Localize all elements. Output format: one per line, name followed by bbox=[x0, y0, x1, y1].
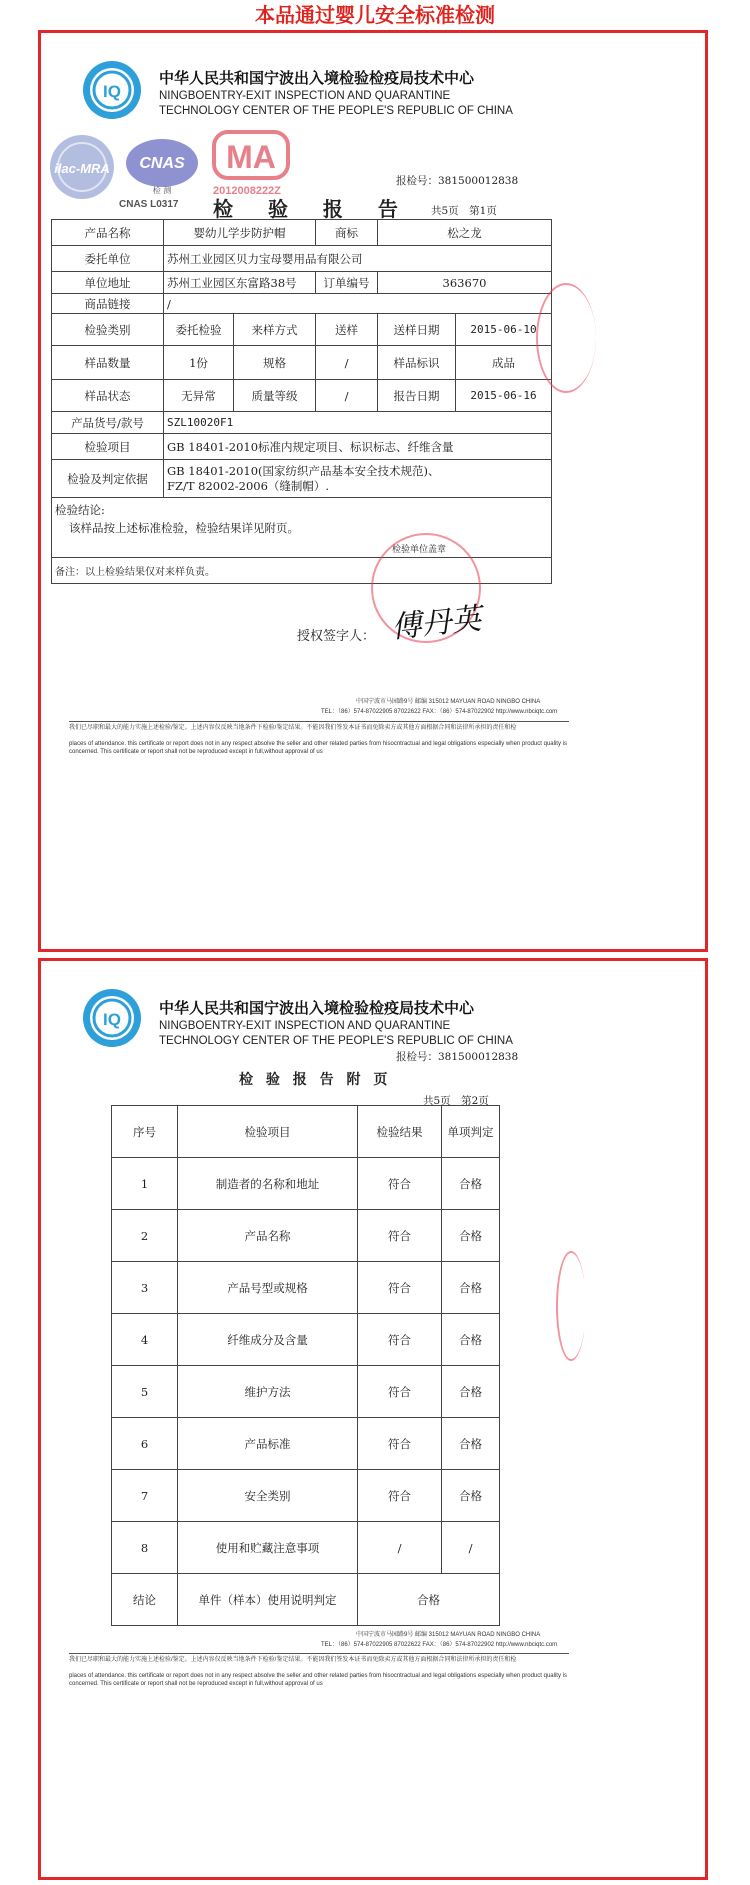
cnas-code: CNAS L0317 bbox=[119, 199, 179, 210]
row-result: 符合 bbox=[358, 1262, 442, 1314]
value-qty: 1份 bbox=[164, 346, 234, 380]
footer-address-2: 中国宁波市马园路9号 邮编 315012 MAYUAN ROAD NINGBO CHINA bbox=[356, 1632, 541, 1638]
table-row bbox=[112, 1470, 500, 1522]
row-verdict: / bbox=[442, 1522, 500, 1574]
footer-disclaimer-1: 我们已尽职和最大的能力实施上述检验/鉴定。上述内容仅反映当地条件下检验/鉴定结果。不能因我们签发本证书而免除卖方或其他方面根据合同和法律所承担的责任和检 bbox=[69, 725, 517, 731]
footer-divider bbox=[69, 721, 569, 722]
row-verdict: 合格 bbox=[442, 1210, 500, 1262]
value-address: 苏州工业园区东富路38号 bbox=[164, 272, 316, 294]
footer-disclaimer-1-2: 我们已尽职和最大的能力实施上述检验/鉴定。上述内容仅反映当地条件下检验/鉴定结果。不能因我们签发本证书而免除卖方或其他方面根据合同和法律所承担的责任和检 bbox=[69, 1657, 517, 1663]
value-state: 无异常 bbox=[164, 380, 234, 412]
value-order: 363670 bbox=[378, 272, 552, 294]
value-item-no: SZL10020F1 bbox=[164, 412, 552, 434]
label-qty: 样品数量 bbox=[52, 346, 164, 380]
svg-text:CNAS: CNAS bbox=[139, 155, 185, 172]
row-no: 6 bbox=[112, 1418, 178, 1470]
label-state: 样品状态 bbox=[52, 380, 164, 412]
row-item: 维护方法 bbox=[178, 1366, 358, 1418]
org-name-cn: 中华人民共和国宁波出入境检验检疫局技术中心 bbox=[159, 69, 475, 87]
row-result: 符合 bbox=[358, 1470, 442, 1522]
header-item: 检验项目 bbox=[178, 1106, 358, 1158]
footer-divider-2 bbox=[69, 1653, 569, 1654]
row-item: 纤维成分及含量 bbox=[178, 1314, 358, 1366]
cnas-badge-icon bbox=[123, 135, 201, 195]
conclusion-verdict: 合格 bbox=[358, 1574, 500, 1626]
footer-contact-2: TEL：（86）574-87022905 87022622 FAX：（86）574-87022902 http://www.nbciqtc.com bbox=[321, 1642, 558, 1648]
svg-text:检 测: 检 测 bbox=[152, 186, 172, 195]
value-client: 苏州工业园区贝力宝母婴用品有限公司 bbox=[164, 246, 552, 272]
header-verdict: 单项判定 bbox=[442, 1106, 500, 1158]
row-result: 符合 bbox=[358, 1366, 442, 1418]
row-verdict: 合格 bbox=[442, 1470, 500, 1522]
cma-badge-icon bbox=[211, 129, 291, 181]
label-type: 检验类别 bbox=[52, 314, 164, 346]
cma-code: 2012008222Z bbox=[213, 185, 281, 197]
row-result: 符合 bbox=[358, 1210, 442, 1262]
appendix-table bbox=[111, 1105, 500, 1626]
row-no: 4 bbox=[112, 1314, 178, 1366]
svg-text:MA: MA bbox=[226, 139, 276, 175]
label-items: 检验项目 bbox=[52, 434, 164, 460]
table-row bbox=[112, 1418, 500, 1470]
row-verdict: 合格 bbox=[442, 1158, 500, 1210]
ilac-text: ilac-MRA bbox=[54, 161, 110, 176]
value-type: 委托检验 bbox=[164, 314, 234, 346]
label-send-date: 送样日期 bbox=[378, 314, 456, 346]
value-link: / bbox=[164, 294, 552, 314]
edge-seal-icon bbox=[536, 283, 596, 393]
svg-text:IQ: IQ bbox=[103, 1010, 121, 1029]
value-product-name: 婴幼儿学步防护帽 bbox=[164, 220, 316, 246]
row-no: 5 bbox=[112, 1366, 178, 1418]
value-sampling: 送样 bbox=[316, 314, 378, 346]
label-sampling: 来样方式 bbox=[234, 314, 316, 346]
row-item: 产品号型或规格 bbox=[178, 1262, 358, 1314]
row-item: 产品名称 bbox=[178, 1210, 358, 1262]
conclusion-row bbox=[112, 1574, 500, 1626]
conclusion-item: 单件（样本）使用说明判定 bbox=[178, 1574, 358, 1626]
table-row bbox=[112, 1158, 500, 1210]
seal-label: 检验单位盖章 bbox=[392, 545, 447, 555]
row-item: 使用和贮藏注意事项 bbox=[178, 1522, 358, 1574]
row-item: 安全类别 bbox=[178, 1470, 358, 1522]
iq-logo-icon bbox=[81, 59, 143, 121]
row-no: 1 bbox=[112, 1158, 178, 1210]
row-result: 符合 bbox=[358, 1418, 442, 1470]
note: 备注：以上检验结果仅对来样负责。 bbox=[52, 558, 552, 584]
table-row bbox=[112, 1366, 500, 1418]
footer-disclaimer-3: concerned. This certificate or report shall not be reproduced except in full,without approval of us bbox=[69, 749, 323, 755]
row-result: 符合 bbox=[358, 1314, 442, 1366]
row-item: 制造者的名称和地址 bbox=[178, 1158, 358, 1210]
row-verdict: 合格 bbox=[442, 1418, 500, 1470]
row-verdict: 合格 bbox=[442, 1366, 500, 1418]
row-no: 7 bbox=[112, 1470, 178, 1522]
footer-disclaimer-2: places of attendance. this certificate or report does not in any respect absolve the seller and other related parties from hisocntractual and legal obligations especially when product quality is bbox=[69, 741, 567, 747]
label-item-no: 产品货号/款号 bbox=[52, 412, 164, 434]
value-report-date: 2015-06-16 bbox=[456, 380, 552, 412]
report-number-2: 报检号：381500012838 bbox=[396, 1051, 519, 1063]
label-mark: 样品标识 bbox=[378, 346, 456, 380]
label-grade: 质量等级 bbox=[234, 380, 316, 412]
page-info-1: 共5页 第1页 bbox=[431, 205, 497, 217]
edge-seal-icon-2 bbox=[556, 1251, 586, 1361]
row-item: 产品标准 bbox=[178, 1418, 358, 1470]
row-result: 符合 bbox=[358, 1158, 442, 1210]
label-basis: 检验及判定依据 bbox=[52, 460, 164, 498]
row-verdict: 合格 bbox=[442, 1262, 500, 1314]
value-basis-2: FZ/T 82002-2006（缝制帽）. bbox=[167, 478, 330, 493]
footer-disclaimer-2-2: places of attendance. this certificate or report does not in any respect absolve the seller and other related parties from hisocntractual and legal obligations especially when product quality is bbox=[69, 1673, 567, 1679]
value-basis-1: GB 18401-2010(国家纺织产品基本安全技术规范)、 bbox=[167, 463, 440, 478]
org-name-cn-2: 中华人民共和国宁波出入境检验检疫局技术中心 bbox=[159, 999, 475, 1017]
label-spec: 规格 bbox=[234, 346, 316, 380]
signer-label: 授权签字人： bbox=[297, 629, 376, 644]
org-name-en-2: TECHNOLOGY CENTER OF THE PEOPLE'S REPUBLIC OF CHINA bbox=[159, 105, 513, 117]
org-name-en-1: NINGBOENTRY-EXIT INSPECTION AND QUARANTINE bbox=[159, 90, 451, 102]
label-order: 订单编号 bbox=[316, 272, 378, 294]
footer-contact: TEL：（86）574-87022905 87022622 FAX：（86）574-87022902 http://www.nbciqtc.com bbox=[321, 709, 558, 715]
row-verdict: 合格 bbox=[442, 1314, 500, 1366]
report-title: 检 验 报 告 bbox=[213, 197, 412, 221]
page-info-2: 共5页 第2页 bbox=[423, 1095, 489, 1107]
conclusion-label: 检验结论: bbox=[55, 503, 105, 517]
label-report-date: 报告日期 bbox=[378, 380, 456, 412]
table-row bbox=[112, 1262, 500, 1314]
value-brand: 松之龙 bbox=[378, 220, 552, 246]
appendix-title: 检 验 报 告 附 页 bbox=[239, 1072, 392, 1088]
header-result: 检验结果 bbox=[358, 1106, 442, 1158]
conclusion-label-2: 结论 bbox=[112, 1574, 178, 1626]
value-mark: 成品 bbox=[456, 346, 552, 380]
report-table bbox=[51, 219, 552, 584]
svg-text:IQ: IQ bbox=[103, 82, 121, 101]
value-grade: / bbox=[316, 380, 378, 412]
row-no: 8 bbox=[112, 1522, 178, 1574]
banner-title: 本品通过婴儿安全标准检测 bbox=[255, 3, 495, 27]
value-items: GB 18401-2010标准内规定项目、标识标志、纤维含量 bbox=[164, 434, 552, 460]
label-client: 委托单位 bbox=[52, 246, 164, 272]
report-page-1 bbox=[38, 30, 708, 952]
label-brand: 商标 bbox=[316, 220, 378, 246]
value-spec: / bbox=[316, 346, 378, 380]
label-product-name: 产品名称 bbox=[52, 220, 164, 246]
table-row bbox=[112, 1210, 500, 1262]
row-no: 3 bbox=[112, 1262, 178, 1314]
header-no: 序号 bbox=[112, 1106, 178, 1158]
row-result: / bbox=[358, 1522, 442, 1574]
conclusion-text: 该样品按上述标准检验，检验结果详见附页。 bbox=[69, 521, 299, 535]
iq-logo-icon-2 bbox=[81, 987, 143, 1049]
ilac-mra-badge-icon bbox=[43, 131, 121, 203]
report-page-2 bbox=[38, 958, 708, 1880]
table-row bbox=[112, 1522, 500, 1574]
org-name-en-2-2: TECHNOLOGY CENTER OF THE PEOPLE'S REPUBLIC OF CHINA bbox=[159, 1035, 513, 1047]
signature: 傅丹英 bbox=[389, 601, 483, 646]
org-name-en-1-2: NINGBOENTRY-EXIT INSPECTION AND QUARANTINE bbox=[159, 1020, 451, 1032]
label-address: 单位地址 bbox=[52, 272, 164, 294]
row-no: 2 bbox=[112, 1210, 178, 1262]
report-number: 报检号：381500012838 bbox=[396, 175, 519, 187]
label-link: 商品链接 bbox=[52, 294, 164, 314]
footer-address: 中国宁波市马园路9号 邮编 315012 MAYUAN ROAD NINGBO CHINA bbox=[356, 699, 541, 705]
footer-disclaimer-3-2: concerned. This certificate or report shall not be reproduced except in full,without approval of us bbox=[69, 1681, 323, 1687]
value-send-date: 2015-06-10 bbox=[456, 314, 552, 346]
table-row bbox=[112, 1314, 500, 1366]
